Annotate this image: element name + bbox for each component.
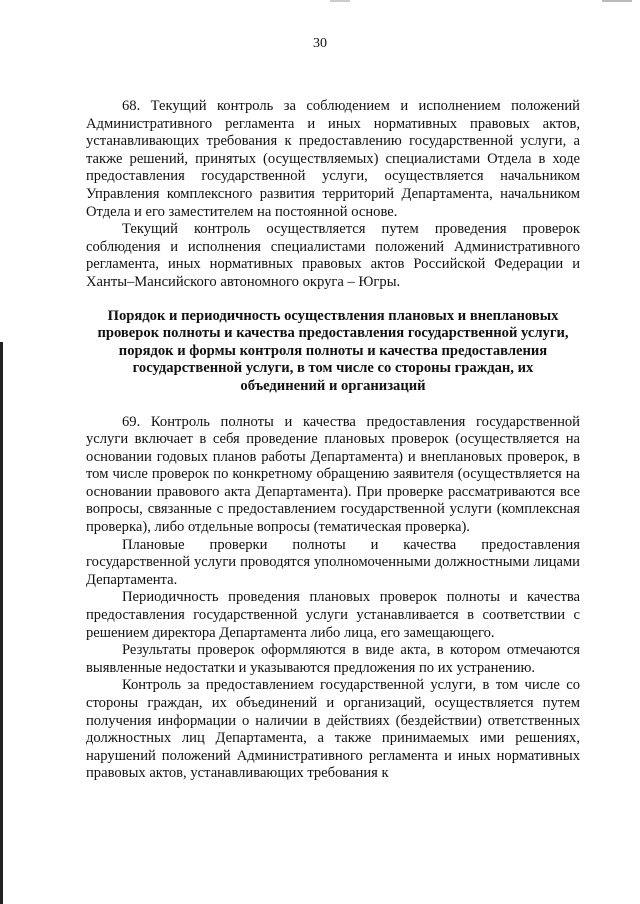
- paragraph-69: 69. Контроль полноты и качества предоставления государственной услуги включает в себя проведение плановых проверок (осуществляется на основании годовых планов работы Департамента) и внеплановых проверок, в том числе проверок по конкретному обращению заявителя (осуществляется на основании правового акта Департамента). При проверке рассматриваются все вопросы, связанные с предоставлением государственной услуги (комплексная проверка), либо отдельные вопросы (тематическая проверка).: [86, 413, 580, 536]
- paragraph-68: 68. Текущий контроль за соблюдением и исполнением положений Административного регламента и иных нормативных правовых актов, устанавливающих требования к предоставлению государственной услуги, а также решений, принятых (осуществляемых) специалистами Отдела в ходе предоставления государственной услуги, осуществляется начальником Управления комплексного развития территорий Департамента, начальником Отдела и его заместителем на постоянной основе.: [86, 98, 580, 220]
- scan-artifact: [602, 0, 632, 2]
- scan-margin-line: [0, 342, 3, 904]
- page-number: 30: [313, 36, 327, 51]
- paragraph-citizen-control: Контроль за предоставлением государственной услуги, в том числе со стороны граждан, их объединений и организаций, осуществляется путем получения информации о наличии в действиях (бездействии) ответственных должностных лиц Департамента, а также принимаемых ими решениях, нарушений положений Административного регламента и иных нормативных правовых актов, устанавливающих требования к: [86, 677, 580, 782]
- document-body: [86, 98, 580, 783]
- paragraph-current-control: Текущий контроль осуществляется путем проведения проверок соблюдения и исполнения специалистами положений Административного регламента, иных нормативных правовых актов Российской Федерации и Ханты–Мансийского автономного округа – Югры.: [86, 221, 580, 290]
- scan-artifact: [330, 0, 350, 2]
- paragraph-planned-checks: Плановые проверки полноты и качества предоставления государственной услуги проводятся уполномоченными должностными лицами Департамента.: [86, 536, 580, 588]
- paragraph-results: Результаты проверок оформляются в виде акта, в котором отмечаются выявленные недостатки и указываются предложения по их устранению.: [86, 642, 580, 676]
- section-heading: Порядок и периодичность осуществления плановых и внеплановых проверок полноты и качества предоставления государственной услуги, порядок и формы контроля полноты и качества предоставления государственной услуги, в том числе со стороны граждан, их объединений и организаций: [97, 307, 569, 394]
- paragraph-periodicity: Периодичность проведения плановых проверок полноты и качества предоставления государственной услуги устанавливается в соответствии с решением директора Департамента либо лица, его замещающего.: [86, 589, 580, 641]
